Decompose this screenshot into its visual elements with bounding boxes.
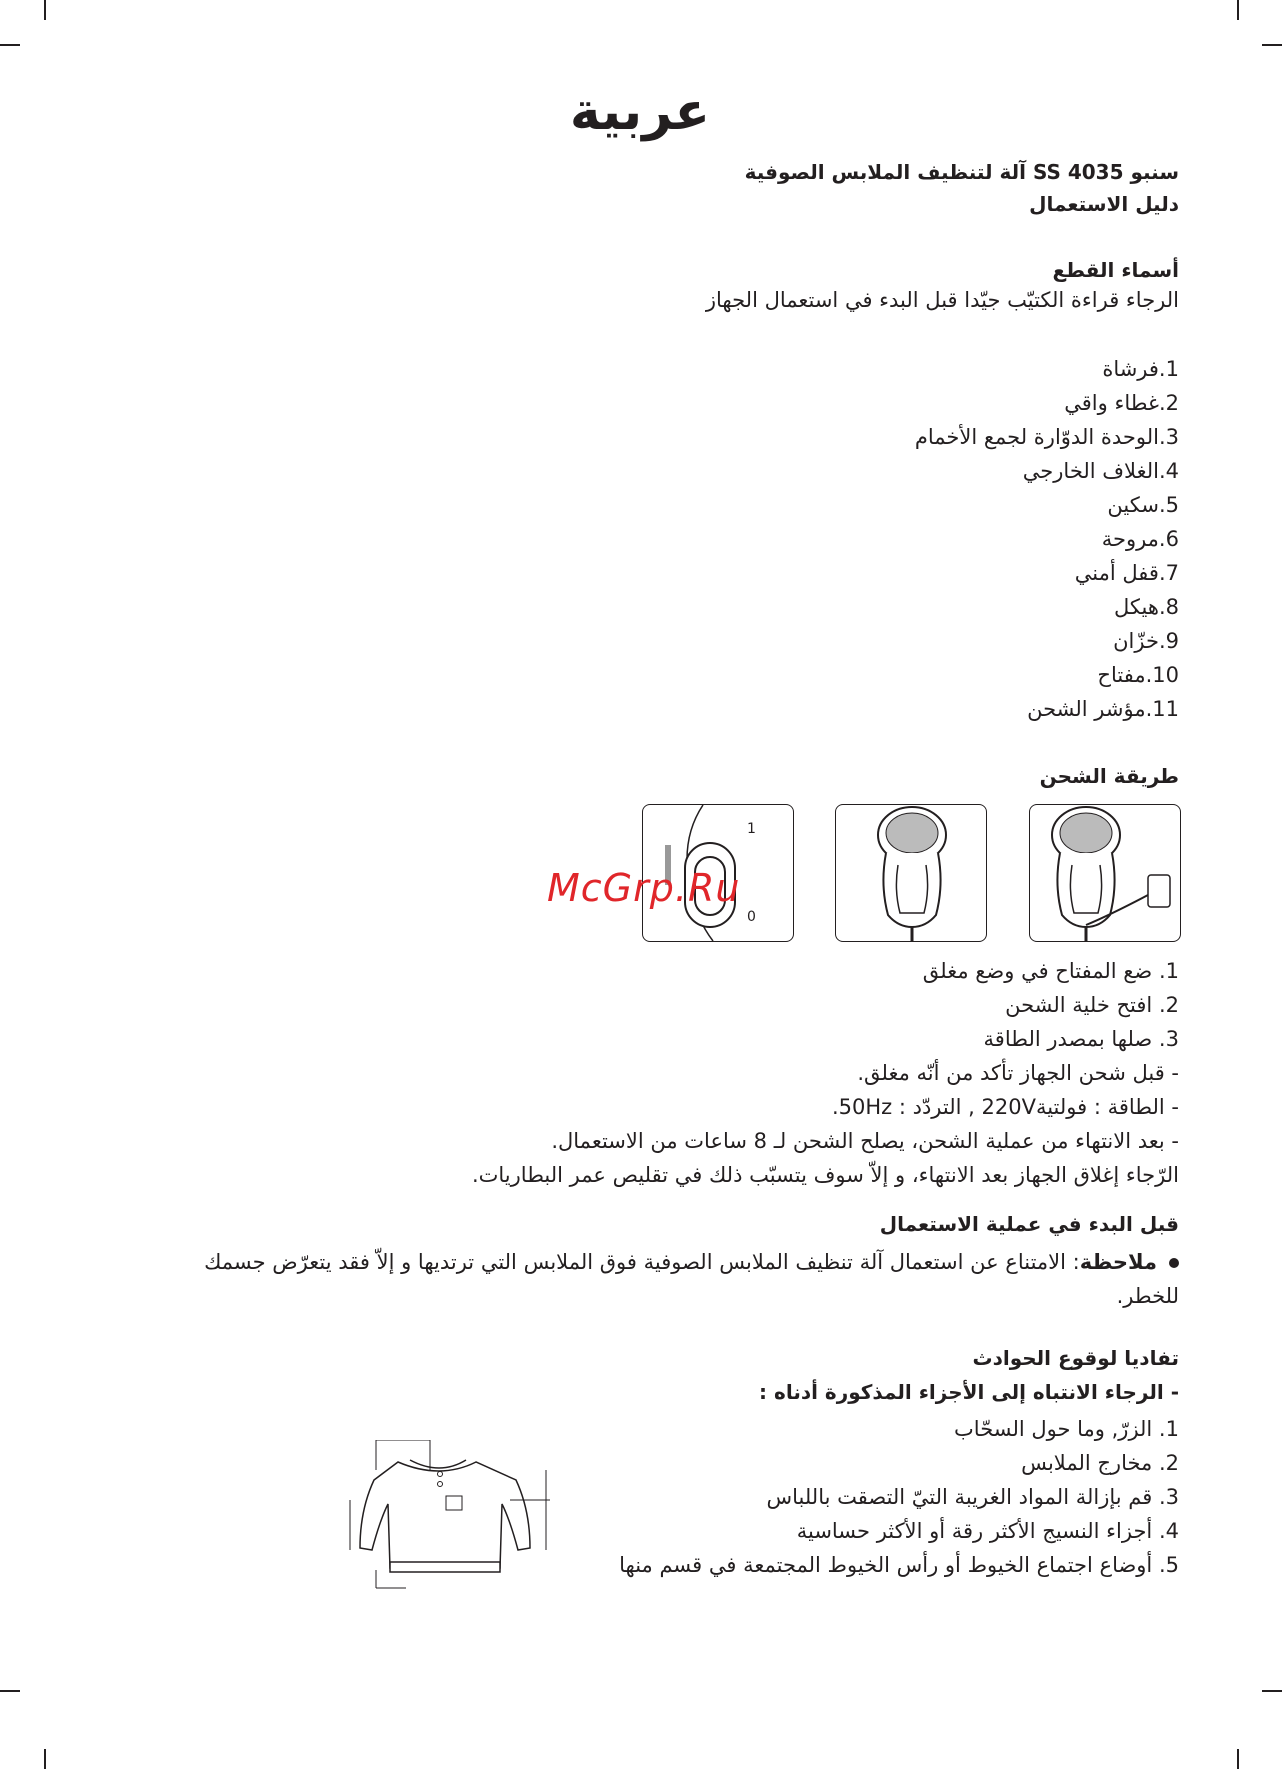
list-item: 1.فرشاة — [1102, 357, 1179, 381]
manual-title: دليل الاستعمال — [1029, 192, 1179, 216]
list-item: 10.مفتاح — [1097, 663, 1179, 687]
before-use-note — [80, 1250, 1179, 1274]
list-item: 4. أجزاء النسيج الأكثر رقة أو الأكثر حساسية — [796, 1519, 1179, 1543]
attention-text: - الرجاء الانتباه إلى الأجزاء المذكورة أدناه : — [759, 1380, 1179, 1404]
parts-intro: الرجاء قراءة الكتيّب جيّدا قبل البدء في استعمال الجهاز — [705, 288, 1179, 312]
crop-mark — [0, 44, 20, 46]
list-item: 3.الوحدة الدوّارة لجمع الأخمام — [914, 425, 1179, 449]
list-item: 2.غطاء واقي — [1064, 391, 1179, 415]
list-item: 11.مؤشر الشحن — [1027, 697, 1179, 721]
warning-text: الرّجاء إغلاق الجهاز بعد الانتهاء، و إلاّ سوف يتسبّب ذلك في تقليص عمر البطاريات. — [471, 1163, 1179, 1187]
sweater-illustration — [330, 1440, 550, 1590]
list-item: - قبل شحن الجهاز تأكد من أنّه مغلق. — [857, 1061, 1179, 1085]
parts-list — [80, 352, 1179, 726]
crop-mark — [44, 1749, 46, 1769]
note-label: ملاحظة — [1079, 1250, 1157, 1274]
crop-mark — [1262, 44, 1282, 46]
list-item: 5. أوضاع اجتماع الخيوط أو رأس الخيوط المجتمعة في قسم منها — [619, 1553, 1179, 1577]
list-item: 3. صلها بمصدر الطاقة — [983, 1027, 1179, 1051]
list-item: 4.الغلاف الخارجي — [1022, 459, 1179, 483]
switch-on-label: 1 — [747, 821, 756, 837]
list-item: 8.هيكل — [1114, 595, 1179, 619]
switch-off-label: 0 — [747, 909, 756, 925]
note-text: : الامتناع عن استعمال آلة تنظيف الملابس الصوفية فوق الملابس التي ترتديها و إلاّ فقد يتعرّض جسمك — [204, 1250, 1080, 1274]
list-item: 7.قفل أمني — [1074, 561, 1179, 585]
list-item: - الطاقة : فولتية220V , التردّد : 50Hz. — [831, 1095, 1179, 1119]
crop-mark — [1262, 1690, 1282, 1692]
crop-mark — [1237, 0, 1239, 20]
crop-mark — [1237, 1749, 1239, 1769]
before-use-heading: قبل البدء في عملية الاستعمال — [879, 1212, 1179, 1236]
device-illustration — [835, 804, 987, 942]
list-item: 1. ضع المفتاح في وضع مغلق — [922, 959, 1179, 983]
crop-mark — [44, 0, 46, 20]
list-item: 2. افتح خلية الشحن — [1005, 993, 1179, 1017]
page-title: عربية — [569, 82, 711, 142]
list-item: 9.خزّان — [1113, 629, 1179, 653]
watermark: McGrp.Ru — [547, 866, 741, 910]
device-drawing — [836, 805, 986, 941]
list-item: 2. مخارج الملابس — [1021, 1451, 1179, 1475]
list-item: 3. قم بإزالة المواد الغريبة التيّ التصقت باللباس — [766, 1485, 1179, 1509]
charging-steps — [80, 954, 1179, 1192]
accidents-list — [80, 1412, 1179, 1582]
charging-drawing — [1030, 805, 1180, 941]
crop-mark — [0, 1690, 20, 1692]
list-item: 5.سكين — [1107, 493, 1179, 517]
parts-heading: أسماء القطع — [1052, 258, 1179, 282]
before-use-note-cont: للخطر. — [1116, 1284, 1179, 1308]
bullet-icon — [1169, 1258, 1179, 1268]
list-item: - بعد الانتهاء من عملية الشحن، يصلح الشحن لـ 8 ساعات من الاستعمال. — [551, 1129, 1179, 1153]
product-line: سنبو SS 4035 آلة لتنظيف الملابس الصوفية — [744, 160, 1179, 184]
charging-illustration — [1029, 804, 1181, 942]
list-item: 6.مروحة — [1101, 527, 1179, 551]
charging-heading: طريقة الشحن — [1039, 764, 1179, 788]
accidents-heading: تفاديا لوقوع الحوادث — [972, 1346, 1179, 1370]
list-item: 1. الزرّ, وما حول السحّاب — [954, 1417, 1179, 1441]
sweater-drawing — [330, 1440, 550, 1590]
